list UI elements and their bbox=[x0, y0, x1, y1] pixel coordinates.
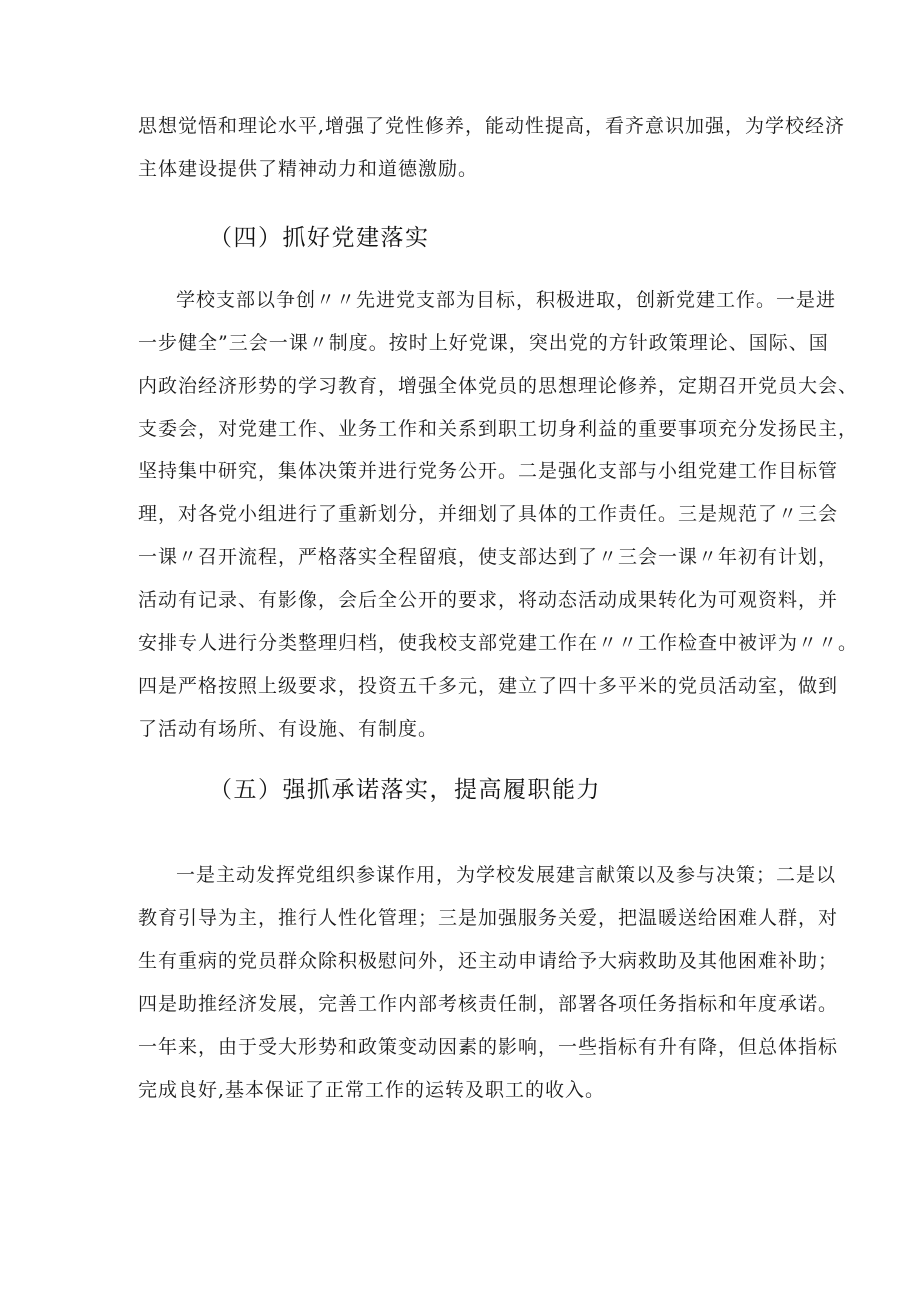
paragraph-1-line-2: 主体建设提供了精神动力和道德激励。 bbox=[138, 158, 479, 180]
paragraph-3-line-5: 一年来，由于受大形势和政策变动因素的影响，一些指标有升有降，但总体指标 bbox=[138, 1036, 839, 1058]
paragraph-2-line-3: 内政治经济形势的学习教育，增强全体党员的思想理论修养，定期召开党员大会、 bbox=[138, 375, 859, 397]
paragraph-3-line-1: 一是主动发挥党组织参谋作用，为学校发展建言献策以及参与决策；二是以 bbox=[176, 864, 837, 886]
paragraph-3-line-4: 四是助推经济发展，完善工作内部考核责任制，部署各项任务指标和年度承诺。 bbox=[138, 993, 839, 1015]
paragraph-1-line-1: 思想觉悟和理论水平,增强了党性修养，能动性提高，看齐意识加强，为学校经济 bbox=[138, 115, 846, 137]
paragraph-2-line-2: 一步健全”三会一课〃制度。按时上好党课，突出党的方针政策理论、国际、国 bbox=[138, 332, 829, 354]
paragraph-2-line-6: 理，对各党小组进行了重新划分，并细划了具体的工作责任。三是规范了〃三会 bbox=[138, 503, 839, 525]
paragraph-2-line-11: 了活动有场所、有设施、有制度。 bbox=[138, 718, 439, 740]
paragraph-3-line-6: 完成良好,基本保证了正常工作的运转及职工的收入。 bbox=[138, 1079, 606, 1101]
paragraph-2-line-1: 学校支部以争创〃〃先进党支部为目标，积极进取，创新党建工作。一是进 bbox=[176, 289, 837, 311]
paragraph-2-line-10: 四是严格按照上级要求，投资五千多元，建立了四十多平米的党员活动室，做到 bbox=[138, 675, 839, 697]
section-heading-4: （四）抓好党建落实 bbox=[209, 225, 430, 251]
paragraph-2-line-7: 一课〃召开流程，严格落实全程留痕，使支部达到了〃三会一课〃年初有计划， bbox=[138, 546, 839, 568]
paragraph-2-line-5: 坚持集中研究，集体决策并进行党务公开。二是强化支部与小组党建工作目标管 bbox=[138, 460, 839, 482]
paragraph-2-line-8: 活动有记录、有影像，会后全公开的要求，将动态活动成果转化为可观资料，并 bbox=[138, 589, 839, 611]
paragraph-3-line-2: 教育引导为主，推行人性化管理；三是加强服务关爱，把温暖送给困难人群，对 bbox=[138, 907, 839, 929]
paragraph-2-line-4: 支委会，对党建工作、业务工作和关系到职工切身利益的重要事项充分发扬民主， bbox=[138, 418, 859, 440]
section-heading-5: （五）强抓承诺落实，提高履职能力 bbox=[209, 777, 601, 803]
paragraph-2-line-9: 安排专人进行分类整理归档，使我校支部党建工作在〃〃工作检查中被评为〃〃。 bbox=[138, 632, 859, 654]
paragraph-3-line-3: 生有重病的党员群众除积极慰问外，还主动申请给予大病救助及其他困难补助； bbox=[138, 950, 839, 972]
